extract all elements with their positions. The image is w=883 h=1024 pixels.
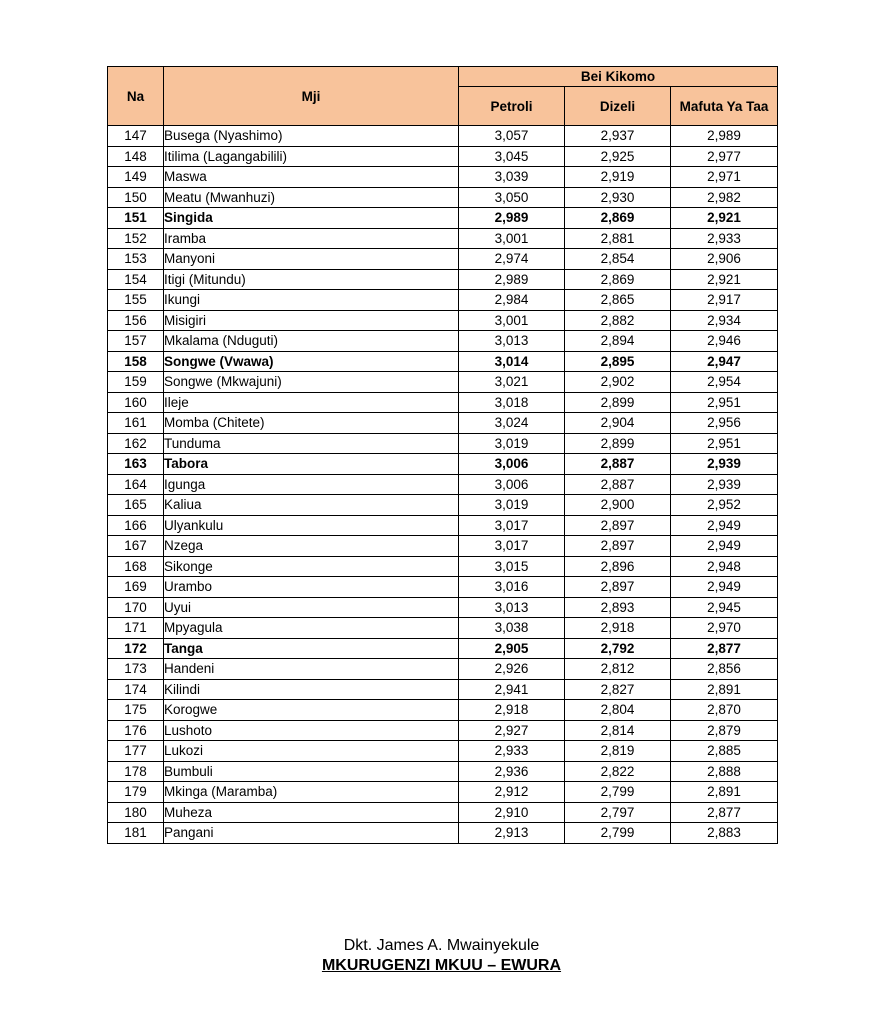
mafuta-ya-taa-price: 2,971 (671, 167, 778, 188)
row-number: 181 (108, 823, 164, 844)
petroli-price: 3,039 (459, 167, 565, 188)
signatory-name: Dkt. James A. Mwainyekule (343, 937, 540, 954)
dizeli-price: 2,897 (565, 515, 671, 536)
mafuta-ya-taa-price: 2,891 (671, 679, 778, 700)
table-row (108, 290, 778, 311)
town-name: Songwe (Vwawa) (164, 351, 459, 372)
price-cap-table (107, 66, 778, 844)
town-name: Misigiri (164, 310, 459, 331)
mafuta-ya-taa-price: 2,946 (671, 331, 778, 352)
town-name: Lukozi (164, 741, 459, 762)
petroli-price: 3,038 (459, 618, 565, 639)
row-number: 154 (108, 269, 164, 290)
town-name: Manyoni (164, 249, 459, 270)
petroli-price: 2,974 (459, 249, 565, 270)
table-row (108, 228, 778, 249)
table-row (108, 597, 778, 618)
dizeli-price: 2,902 (565, 372, 671, 393)
signatory-title: MKURUGENZI MKUU – EWURA (321, 957, 562, 974)
dizeli-price: 2,869 (565, 208, 671, 229)
dizeli-price: 2,896 (565, 556, 671, 577)
town-name: Mpyagula (164, 618, 459, 639)
header-petroli: Petroli (459, 87, 565, 126)
mafuta-ya-taa-price: 2,956 (671, 413, 778, 434)
mafuta-ya-taa-price: 2,883 (671, 823, 778, 844)
town-name: Nzega (164, 536, 459, 557)
dizeli-price: 2,904 (565, 413, 671, 434)
row-number: 149 (108, 167, 164, 188)
mafuta-ya-taa-price: 2,906 (671, 249, 778, 270)
table-row (108, 536, 778, 557)
table-row (108, 372, 778, 393)
mafuta-ya-taa-price: 2,982 (671, 187, 778, 208)
row-number: 170 (108, 597, 164, 618)
petroli-price: 3,006 (459, 474, 565, 495)
table-row (108, 126, 778, 147)
dizeli-price: 2,894 (565, 331, 671, 352)
row-number: 175 (108, 700, 164, 721)
town-name: Tunduma (164, 433, 459, 454)
row-number: 165 (108, 495, 164, 516)
petroli-price: 2,936 (459, 761, 565, 782)
table-row (108, 433, 778, 454)
dizeli-price: 2,919 (565, 167, 671, 188)
mafuta-ya-taa-price: 2,933 (671, 228, 778, 249)
town-name: Ulyankulu (164, 515, 459, 536)
dizeli-price: 2,887 (565, 454, 671, 475)
row-number: 163 (108, 454, 164, 475)
table-row (108, 351, 778, 372)
table-row (108, 556, 778, 577)
dizeli-price: 2,897 (565, 577, 671, 598)
table-row (108, 720, 778, 741)
petroli-price: 2,989 (459, 269, 565, 290)
petroli-price: 3,050 (459, 187, 565, 208)
petroli-price: 3,013 (459, 597, 565, 618)
row-number: 164 (108, 474, 164, 495)
town-name: Itilima (Lagangabilili) (164, 146, 459, 167)
petroli-price: 3,017 (459, 515, 565, 536)
header-na: Na (108, 67, 164, 126)
petroli-price: 3,015 (459, 556, 565, 577)
dizeli-price: 2,899 (565, 392, 671, 413)
mafuta-ya-taa-price: 2,949 (671, 536, 778, 557)
dizeli-price: 2,819 (565, 741, 671, 762)
town-name: Iramba (164, 228, 459, 249)
dizeli-price: 2,881 (565, 228, 671, 249)
town-name: Itigi (Mitundu) (164, 269, 459, 290)
row-number: 178 (108, 761, 164, 782)
mafuta-ya-taa-price: 2,939 (671, 454, 778, 475)
dizeli-price: 2,865 (565, 290, 671, 311)
header-dizeli: Dizeli (565, 87, 671, 126)
table-row (108, 331, 778, 352)
dizeli-price: 2,882 (565, 310, 671, 331)
dizeli-price: 2,854 (565, 249, 671, 270)
dizeli-price: 2,925 (565, 146, 671, 167)
town-name: Ikungi (164, 290, 459, 311)
table-body (108, 126, 778, 844)
row-number: 157 (108, 331, 164, 352)
petroli-price: 2,905 (459, 638, 565, 659)
row-number: 174 (108, 679, 164, 700)
table-row (108, 761, 778, 782)
table-row (108, 167, 778, 188)
mafuta-ya-taa-price: 2,939 (671, 474, 778, 495)
row-number: 150 (108, 187, 164, 208)
row-number: 171 (108, 618, 164, 639)
dizeli-price: 2,792 (565, 638, 671, 659)
town-name: Uyui (164, 597, 459, 618)
row-number: 153 (108, 249, 164, 270)
petroli-price: 3,017 (459, 536, 565, 557)
town-name: Handeni (164, 659, 459, 680)
town-name: Lushoto (164, 720, 459, 741)
table-row (108, 208, 778, 229)
town-name: Maswa (164, 167, 459, 188)
town-name: Busega (Nyashimo) (164, 126, 459, 147)
town-name: Urambo (164, 577, 459, 598)
row-number: 159 (108, 372, 164, 393)
dizeli-price: 2,893 (565, 597, 671, 618)
mafuta-ya-taa-price: 2,951 (671, 392, 778, 413)
table-row (108, 474, 778, 495)
row-number: 168 (108, 556, 164, 577)
table-row (108, 659, 778, 680)
mafuta-ya-taa-price: 2,891 (671, 782, 778, 803)
petroli-price: 3,014 (459, 351, 565, 372)
row-number: 172 (108, 638, 164, 659)
table-row (108, 187, 778, 208)
dizeli-price: 2,799 (565, 782, 671, 803)
petroli-price: 2,941 (459, 679, 565, 700)
town-name: Sikonge (164, 556, 459, 577)
town-name: Ileje (164, 392, 459, 413)
row-number: 161 (108, 413, 164, 434)
petroli-price: 3,018 (459, 392, 565, 413)
mafuta-ya-taa-price: 2,877 (671, 638, 778, 659)
table-row (108, 249, 778, 270)
town-name: Meatu (Mwanhuzi) (164, 187, 459, 208)
mafuta-ya-taa-price: 2,945 (671, 597, 778, 618)
table-row (108, 577, 778, 598)
petroli-price: 2,913 (459, 823, 565, 844)
header-mafuta-ya-taa: Mafuta Ya Taa (671, 87, 778, 126)
town-name: Tabora (164, 454, 459, 475)
table-row (108, 495, 778, 516)
table-row (108, 454, 778, 475)
mafuta-ya-taa-price: 2,952 (671, 495, 778, 516)
table-row (108, 269, 778, 290)
table-row (108, 392, 778, 413)
petroli-price: 2,918 (459, 700, 565, 721)
dizeli-price: 2,899 (565, 433, 671, 454)
row-number: 166 (108, 515, 164, 536)
petroli-price: 3,001 (459, 228, 565, 249)
dizeli-price: 2,827 (565, 679, 671, 700)
row-number: 176 (108, 720, 164, 741)
mafuta-ya-taa-price: 2,885 (671, 741, 778, 762)
table-row (108, 741, 778, 762)
row-number: 158 (108, 351, 164, 372)
town-name: Mkinga (Maramba) (164, 782, 459, 803)
town-name: Kaliua (164, 495, 459, 516)
table-row (108, 700, 778, 721)
row-number: 152 (108, 228, 164, 249)
dizeli-price: 2,822 (565, 761, 671, 782)
dizeli-price: 2,887 (565, 474, 671, 495)
petroli-price: 3,024 (459, 413, 565, 434)
mafuta-ya-taa-price: 2,877 (671, 802, 778, 823)
table-row (108, 146, 778, 167)
row-number: 162 (108, 433, 164, 454)
petroli-price: 3,013 (459, 331, 565, 352)
petroli-price: 3,019 (459, 433, 565, 454)
mafuta-ya-taa-price: 2,870 (671, 700, 778, 721)
row-number: 160 (108, 392, 164, 413)
header-mji: Mji (164, 67, 459, 126)
mafuta-ya-taa-price: 2,879 (671, 720, 778, 741)
mafuta-ya-taa-price: 2,888 (671, 761, 778, 782)
petroli-price: 2,926 (459, 659, 565, 680)
table-row (108, 515, 778, 536)
petroli-price: 3,045 (459, 146, 565, 167)
row-number: 151 (108, 208, 164, 229)
town-name: Bumbuli (164, 761, 459, 782)
header-bei-kikomo: Bei Kikomo (459, 67, 778, 87)
mafuta-ya-taa-price: 2,921 (671, 269, 778, 290)
signature-block (0, 936, 883, 976)
mafuta-ya-taa-price: 2,947 (671, 351, 778, 372)
petroli-price: 2,984 (459, 290, 565, 311)
dizeli-price: 2,900 (565, 495, 671, 516)
town-name: Pangani (164, 823, 459, 844)
town-name: Tanga (164, 638, 459, 659)
dizeli-price: 2,897 (565, 536, 671, 557)
petroli-price: 3,021 (459, 372, 565, 393)
petroli-price: 2,933 (459, 741, 565, 762)
town-name: Kilindi (164, 679, 459, 700)
row-number: 147 (108, 126, 164, 147)
dizeli-price: 2,799 (565, 823, 671, 844)
row-number: 169 (108, 577, 164, 598)
petroli-price: 3,057 (459, 126, 565, 147)
row-number: 173 (108, 659, 164, 680)
table-row (108, 638, 778, 659)
mafuta-ya-taa-price: 2,989 (671, 126, 778, 147)
petroli-price: 2,912 (459, 782, 565, 803)
mafuta-ya-taa-price: 2,934 (671, 310, 778, 331)
table-row (108, 310, 778, 331)
row-number: 148 (108, 146, 164, 167)
petroli-price: 3,001 (459, 310, 565, 331)
dizeli-price: 2,804 (565, 700, 671, 721)
table-row (108, 782, 778, 803)
mafuta-ya-taa-price: 2,949 (671, 515, 778, 536)
petroli-price: 3,016 (459, 577, 565, 598)
petroli-price: 2,927 (459, 720, 565, 741)
row-number: 156 (108, 310, 164, 331)
petroli-price: 2,989 (459, 208, 565, 229)
dizeli-price: 2,814 (565, 720, 671, 741)
mafuta-ya-taa-price: 2,954 (671, 372, 778, 393)
table-row (108, 413, 778, 434)
row-number: 155 (108, 290, 164, 311)
row-number: 180 (108, 802, 164, 823)
dizeli-price: 2,895 (565, 351, 671, 372)
mafuta-ya-taa-price: 2,921 (671, 208, 778, 229)
mafuta-ya-taa-price: 2,970 (671, 618, 778, 639)
town-name: Muheza (164, 802, 459, 823)
mafuta-ya-taa-price: 2,917 (671, 290, 778, 311)
town-name: Singida (164, 208, 459, 229)
town-name: Korogwe (164, 700, 459, 721)
petroli-price: 3,019 (459, 495, 565, 516)
row-number: 179 (108, 782, 164, 803)
mafuta-ya-taa-price: 2,951 (671, 433, 778, 454)
dizeli-price: 2,797 (565, 802, 671, 823)
town-name: Mkalama (Nduguti) (164, 331, 459, 352)
petroli-price: 3,006 (459, 454, 565, 475)
table-row (108, 823, 778, 844)
dizeli-price: 2,918 (565, 618, 671, 639)
dizeli-price: 2,930 (565, 187, 671, 208)
dizeli-price: 2,869 (565, 269, 671, 290)
table-row (108, 618, 778, 639)
table-row (108, 679, 778, 700)
table-header (108, 67, 778, 126)
dizeli-price: 2,812 (565, 659, 671, 680)
mafuta-ya-taa-price: 2,856 (671, 659, 778, 680)
mafuta-ya-taa-price: 2,948 (671, 556, 778, 577)
petroli-price: 2,910 (459, 802, 565, 823)
mafuta-ya-taa-price: 2,977 (671, 146, 778, 167)
row-number: 167 (108, 536, 164, 557)
mafuta-ya-taa-price: 2,949 (671, 577, 778, 598)
town-name: Momba (Chitete) (164, 413, 459, 434)
table-row (108, 802, 778, 823)
town-name: Songwe (Mkwajuni) (164, 372, 459, 393)
dizeli-price: 2,937 (565, 126, 671, 147)
town-name: Igunga (164, 474, 459, 495)
row-number: 177 (108, 741, 164, 762)
